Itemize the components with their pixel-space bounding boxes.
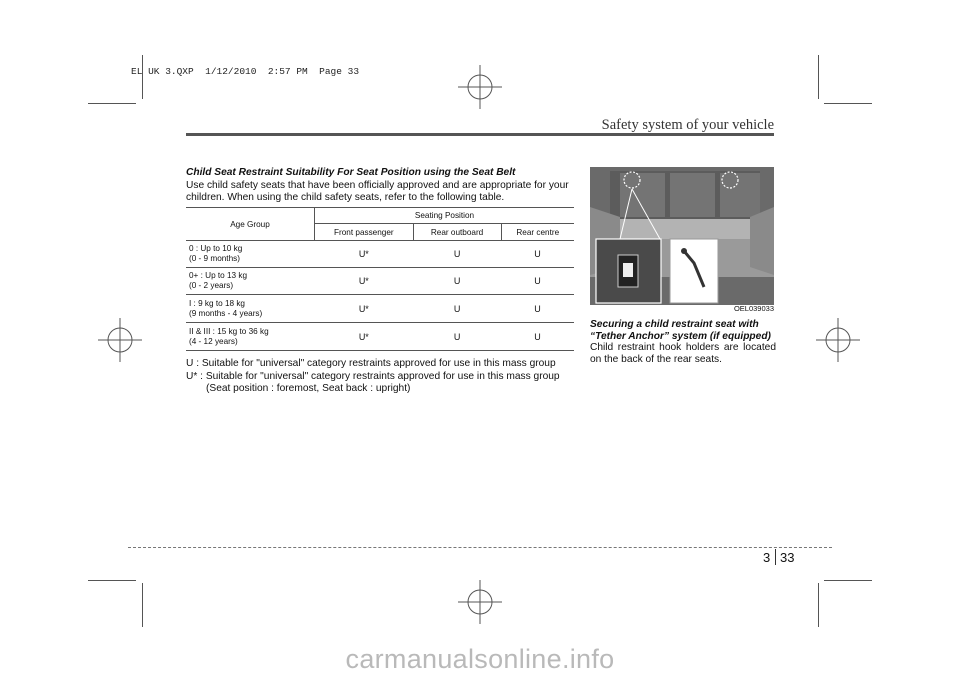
table-cell: U (413, 295, 501, 323)
age-range-cell: (9 months - 4 years) (189, 308, 263, 318)
crop-mark (824, 103, 872, 104)
table-row (186, 295, 574, 323)
tether-heading-line2: “Tether Anchor” system (if equipped) (590, 330, 771, 342)
table-cell: U (413, 241, 501, 268)
age-range-cell: (0 - 9 months) (189, 254, 240, 263)
age-group-cell: I : 9 kg to 18 kg (189, 298, 245, 308)
table-cell: U* (315, 295, 414, 323)
header-rule (186, 133, 774, 136)
column-header: Rear outboard (413, 224, 501, 241)
chapter-number: 3 (763, 550, 771, 565)
crop-mark (88, 103, 136, 104)
table-cell: U (413, 268, 501, 295)
table-cell: U (501, 323, 574, 351)
cargo-illustration (590, 167, 774, 315)
age-range-cell: (4 - 12 years) (189, 336, 238, 346)
table-cell: U (501, 295, 574, 323)
watermark: carmanualsonline.info (345, 644, 615, 674)
figure-code: OEL039033 (733, 304, 774, 313)
suitability-table (186, 207, 574, 351)
cargo-area-photo (590, 167, 774, 315)
age-group-cell: 0+ : Up to 13 kg (189, 271, 248, 280)
crop-mark (824, 580, 872, 581)
table-row (186, 241, 574, 268)
registration-target-icon (458, 65, 502, 109)
age-group-cell: II & III : 15 kg to 36 kg (189, 326, 269, 336)
table-row (186, 323, 574, 351)
page-number: 33 (780, 550, 795, 565)
table-row (186, 268, 574, 295)
age-group-header: Age Group (186, 208, 315, 241)
note-u-star-continued: (Seat position : foremost, Seat back : upright) (206, 383, 411, 394)
section-heading: Child Seat Restraint Suitability For Seat Position using the Seat Belt (186, 167, 516, 178)
table-cell: U (413, 323, 501, 351)
running-header: Safety system of your vehicle (601, 117, 774, 133)
print-slug: EL UK 3.QXP 1/12/2010 2:57 PM Page 33 (131, 66, 360, 77)
age-group-cell: 0 : Up to 10 kg (189, 244, 243, 253)
crop-mark (142, 55, 143, 99)
table-cell: U* (315, 323, 414, 351)
registration-target-icon (98, 318, 142, 362)
table-cell: U (501, 268, 574, 295)
tether-heading-line1: Securing a child restraint seat with (590, 319, 759, 330)
crop-mark (142, 583, 143, 627)
tether-heading (590, 319, 776, 342)
tether-body: Child restraint hook holders are located on the back of the rear seats. (590, 342, 776, 365)
age-range-cell: (0 - 2 years) (189, 281, 234, 290)
note-u: U : Suitable for "universal" category restraints approved for use in this mass group (186, 358, 556, 369)
seating-position-header: Seating Position (315, 208, 575, 224)
page-number-separator (775, 549, 776, 565)
table-cell: U (501, 241, 574, 268)
crop-mark (818, 55, 819, 99)
intro-paragraph: Use child safety seats that have been officially approved and are appropriate for your children. When using the child safety seats, refer to the following table. (186, 180, 569, 203)
table-cell: U* (315, 268, 414, 295)
column-header: Front passenger (315, 224, 414, 241)
crop-mark (88, 580, 136, 581)
registration-target-icon (458, 580, 502, 624)
column-header: Rear centre (501, 224, 574, 241)
footer-dashed-rule (128, 547, 832, 548)
crop-mark (818, 583, 819, 627)
note-u-star: U* : Suitable for "universal" category restraints approved for use in this mass group (186, 371, 560, 382)
table-cell: U* (315, 241, 414, 268)
registration-target-icon (816, 318, 860, 362)
